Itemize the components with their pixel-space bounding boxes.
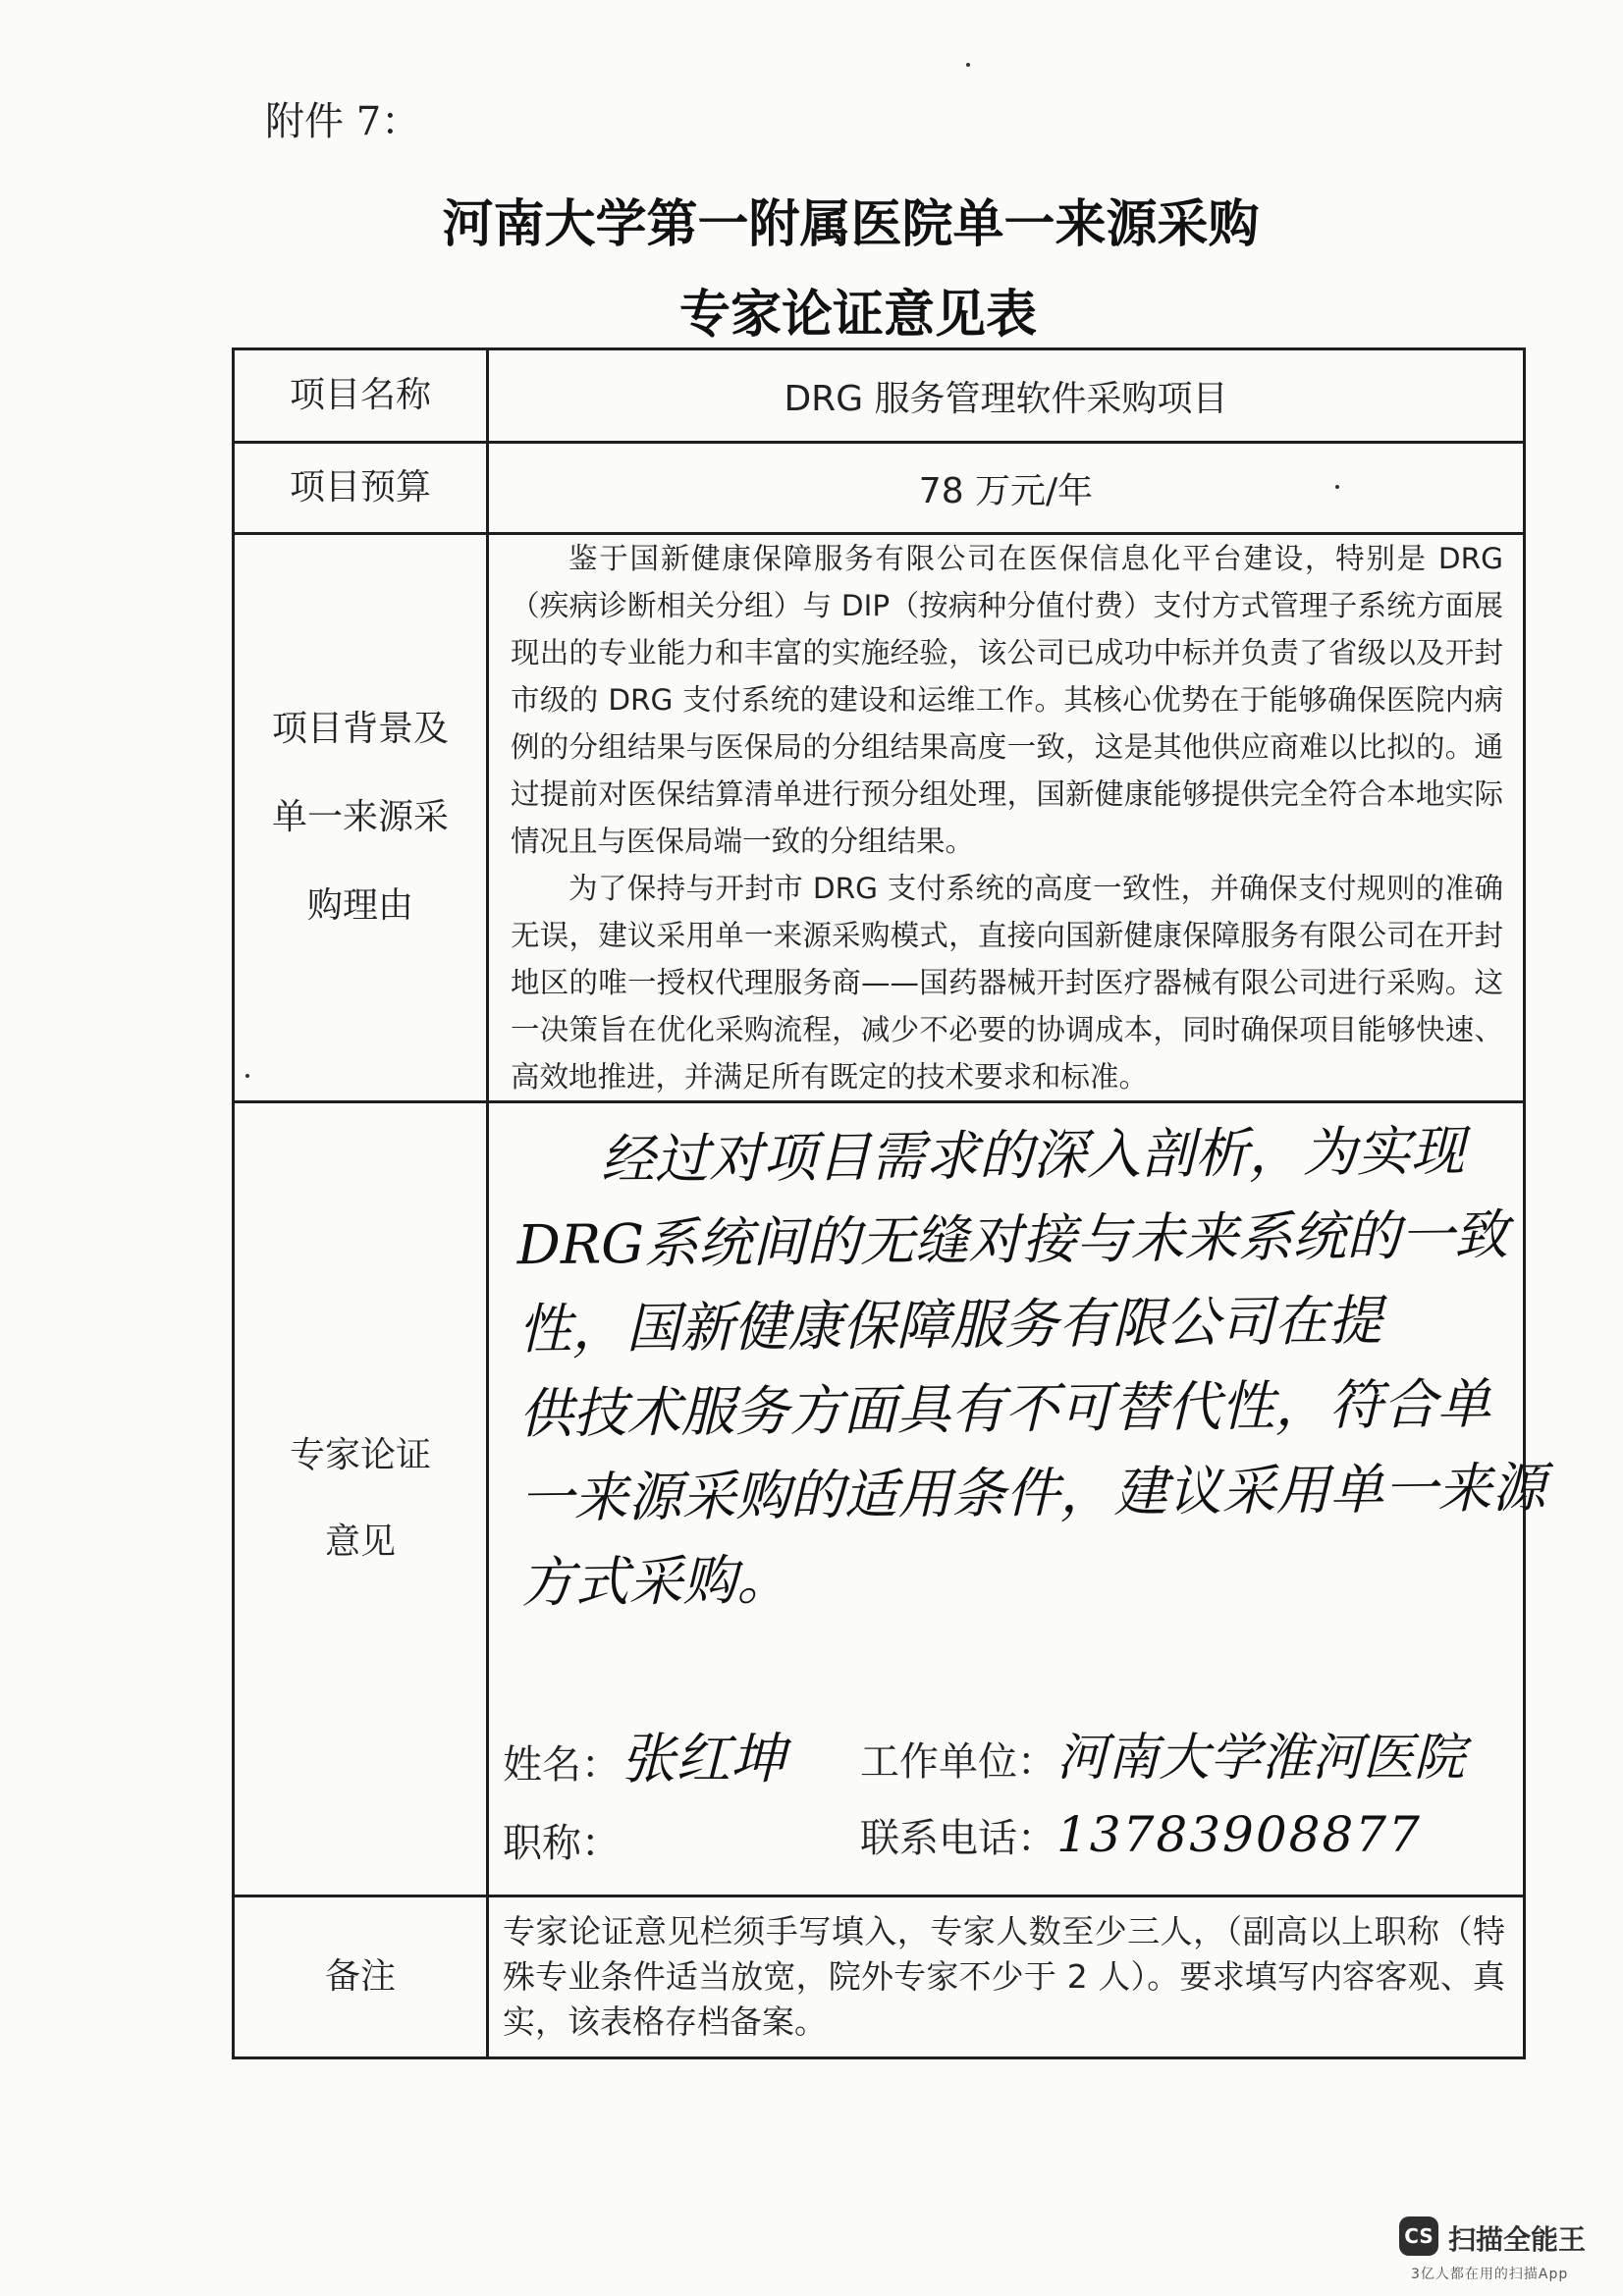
attachment-label: 附件 7：: [265, 99, 421, 144]
opinion-content: [488, 1102, 1546, 1896]
scanner-app-name: 扫描全能王: [1448, 2223, 1587, 2256]
opinion-label: [234, 1102, 488, 1896]
budget-value: 78 万元/年: [488, 443, 1525, 534]
scan-speck: [1335, 485, 1339, 489]
name-label: 姓名：: [503, 1742, 621, 1788]
expert-unit: [860, 1716, 1465, 1789]
unit-handwritten: 河南大学淮河医院: [1056, 1729, 1466, 1788]
opinion-label-line1: 专家论证: [289, 1435, 431, 1475]
expert-title: [503, 1806, 621, 1870]
background-content: [488, 534, 1525, 1102]
background-row: [234, 534, 1525, 1102]
opinion-row: [234, 1102, 1525, 1896]
remark-text: 专家论证意见栏须手写填入，专家人数至少三人，（副高以上职称（特殊专业条件适当放宽，院外专家不少于 2 人）。要求填写内容客观、真实，该表格存档备案。: [503, 1912, 1505, 2041]
project-name-value: DRG 服务管理软件采购项目: [488, 349, 1525, 443]
expert-name: [503, 1716, 785, 1794]
opinion-label-line2: 意见: [324, 1522, 396, 1562]
handwritten-line: 性，国新健康保障服务有限公司在提: [517, 1289, 1382, 1362]
handwritten-line: 一来源采购的适用条件，建议采用单一来源: [519, 1456, 1546, 1530]
background-label-text: 项目背景及单一来源采购理由: [271, 709, 449, 926]
handwritten-line: 供技术服务方面具有不可替代性，符合单: [518, 1371, 1491, 1446]
name-signature: 张红坤: [621, 1728, 785, 1791]
form-title-line1: 河南大学第一附属医院单一来源采购: [442, 194, 1260, 254]
budget-label: 项目预算: [234, 443, 488, 534]
scanner-slogan: 3亿人都在用的扫描App: [1411, 2267, 1569, 2282]
form-title-line2: 专家论证意见表: [678, 285, 1037, 345]
handwritten-line: 经过对项目需求的深入剖析，为实现: [600, 1119, 1466, 1192]
scan-speck: [245, 1074, 249, 1078]
scanner-watermark: [1399, 2216, 1605, 2285]
title-label: 职称：: [503, 1821, 621, 1866]
unit-label: 工作单位：: [860, 1739, 1056, 1785]
handwritten-line: 方式采购。: [519, 1548, 791, 1615]
expert-opinion-table: [232, 347, 1546, 2059]
remark-label: 备注: [234, 1896, 488, 2058]
handwritten-line: DRG系统间的无缝对接与未来系统的一致: [516, 1202, 1509, 1277]
background-paragraph: 为了保持与开封市 DRG 支付系统的高度一致性，并确保支付规则的准确无误，建议采用单一来源采购模式，直接向国新健康保障服务有限公司在开封地区的唯一授权代理服务商——国药器械开封医疗器械有限公司进行采购。这一决策旨在优化采购流程，减少不必要的协调成本，同时确保项目能够快速、高效地推进，并满足所有既定的技术要求和标准。: [511, 872, 1503, 1094]
project-name-row: [234, 349, 1525, 443]
background-label: [234, 534, 488, 1102]
phone-label: 联系电话：: [860, 1816, 1056, 1861]
scanner-logo-icon: CS: [1399, 2216, 1438, 2256]
background-paragraph: 鉴于国新健康保障服务有限公司在医保信息化平台建设，特别是 DRG（疾病诊断相关分组）与 DIP（按病种分值付费）支付方式管理子系统方面展现出的专业能力和丰富的实施经验，该公司已成功中标并负责了省级以及开封市级的 DRG 支付系统的建设和运维工作。其核心优势在于能够确保医院内病例的分组结果与医保局的分组结果高度一致，这是其他供应商难以比拟的。通过提前对医保结算清单进行预分组处理，国新健康能够提供完全符合本地实际情况且与医保局端一致的分组结果。: [511, 542, 1503, 858]
scan-speck: [966, 63, 970, 67]
remark-row: [234, 1896, 1525, 2058]
budget-row: [234, 443, 1525, 534]
phone-handwritten: 13783908877: [1056, 1806, 1422, 1863]
expert-phone: [860, 1806, 1422, 1863]
project-name-label: 项目名称: [234, 349, 488, 443]
handwritten-opinion: [515, 1108, 1546, 1626]
remark-content: [488, 1896, 1525, 2058]
